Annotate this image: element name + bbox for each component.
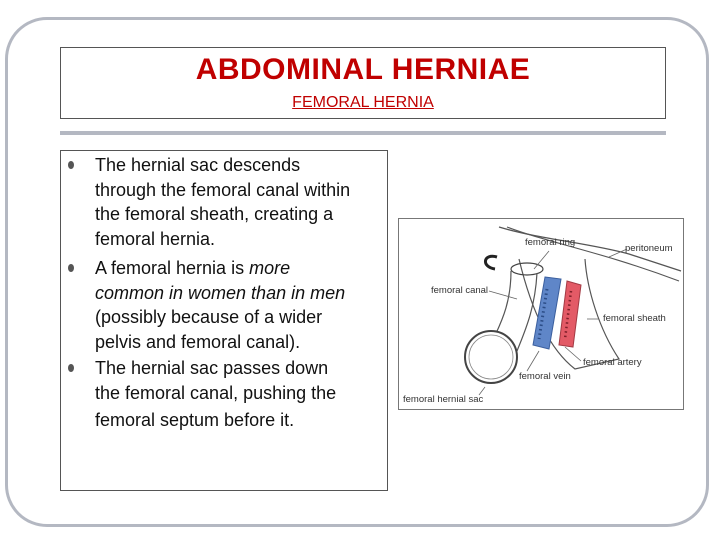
bullet-line: through the femoral canal within [95, 179, 351, 200]
leader-vein [527, 351, 539, 371]
title-box [60, 47, 666, 119]
slide-subtitle: FEMORAL HERNIA [292, 94, 434, 111]
bullet-line: (possibly because of a wider [95, 307, 323, 327]
bullet-line: The hernial sac passes down [95, 358, 329, 378]
bullet-line-prefix: A femoral hernia is [95, 258, 250, 278]
bullet-emphasis: common in women than in men [95, 282, 346, 303]
leader-canal [489, 291, 517, 299]
bullet-line: pelvis and femoral canal). [95, 331, 301, 352]
bullet-text [95, 356, 385, 433]
label-femoral-vein: femoral vein [519, 371, 571, 382]
divider-rule [60, 131, 666, 135]
label-femoral-canal: femoral canal [431, 285, 489, 296]
slide-title: ABDOMINAL HERNIAE [195, 53, 531, 86]
bullet-line: The hernial sac descends [95, 155, 301, 175]
femoral-ring-ellipse [511, 263, 543, 275]
ligament-hook [485, 256, 497, 269]
femoral-vein-shape [533, 277, 561, 349]
body-text-box [60, 150, 388, 491]
label-femoral-sheath: femoral sheath [603, 313, 666, 324]
bullet-line: the femoral sheath, creating a [95, 204, 334, 224]
label-femoral-ring: femoral ring [525, 237, 576, 248]
femoral-hernia-diagram [398, 218, 684, 410]
bullet-text [95, 256, 385, 354]
bullet-dot [68, 264, 74, 272]
label-femoral-hernial-sac: femoral hernial sac [403, 394, 484, 405]
bullet-text [95, 153, 385, 251]
bullet-emphasis: more [249, 258, 291, 278]
bullet-line: femoral hernia. [95, 228, 216, 249]
leader-artery [565, 347, 581, 361]
bullet-line: femoral septum before it. [95, 410, 295, 430]
abdominal-wall-line [507, 227, 679, 281]
label-femoral-artery: femoral artery [583, 357, 642, 368]
bullet-dot [68, 364, 74, 372]
bullet-line: the femoral canal, pushing the [95, 382, 337, 403]
hernial-sac-circle [465, 331, 517, 383]
bullet-dot [68, 161, 74, 169]
label-peritoneum: peritoneum [625, 243, 673, 254]
bullet-line [95, 256, 385, 281]
